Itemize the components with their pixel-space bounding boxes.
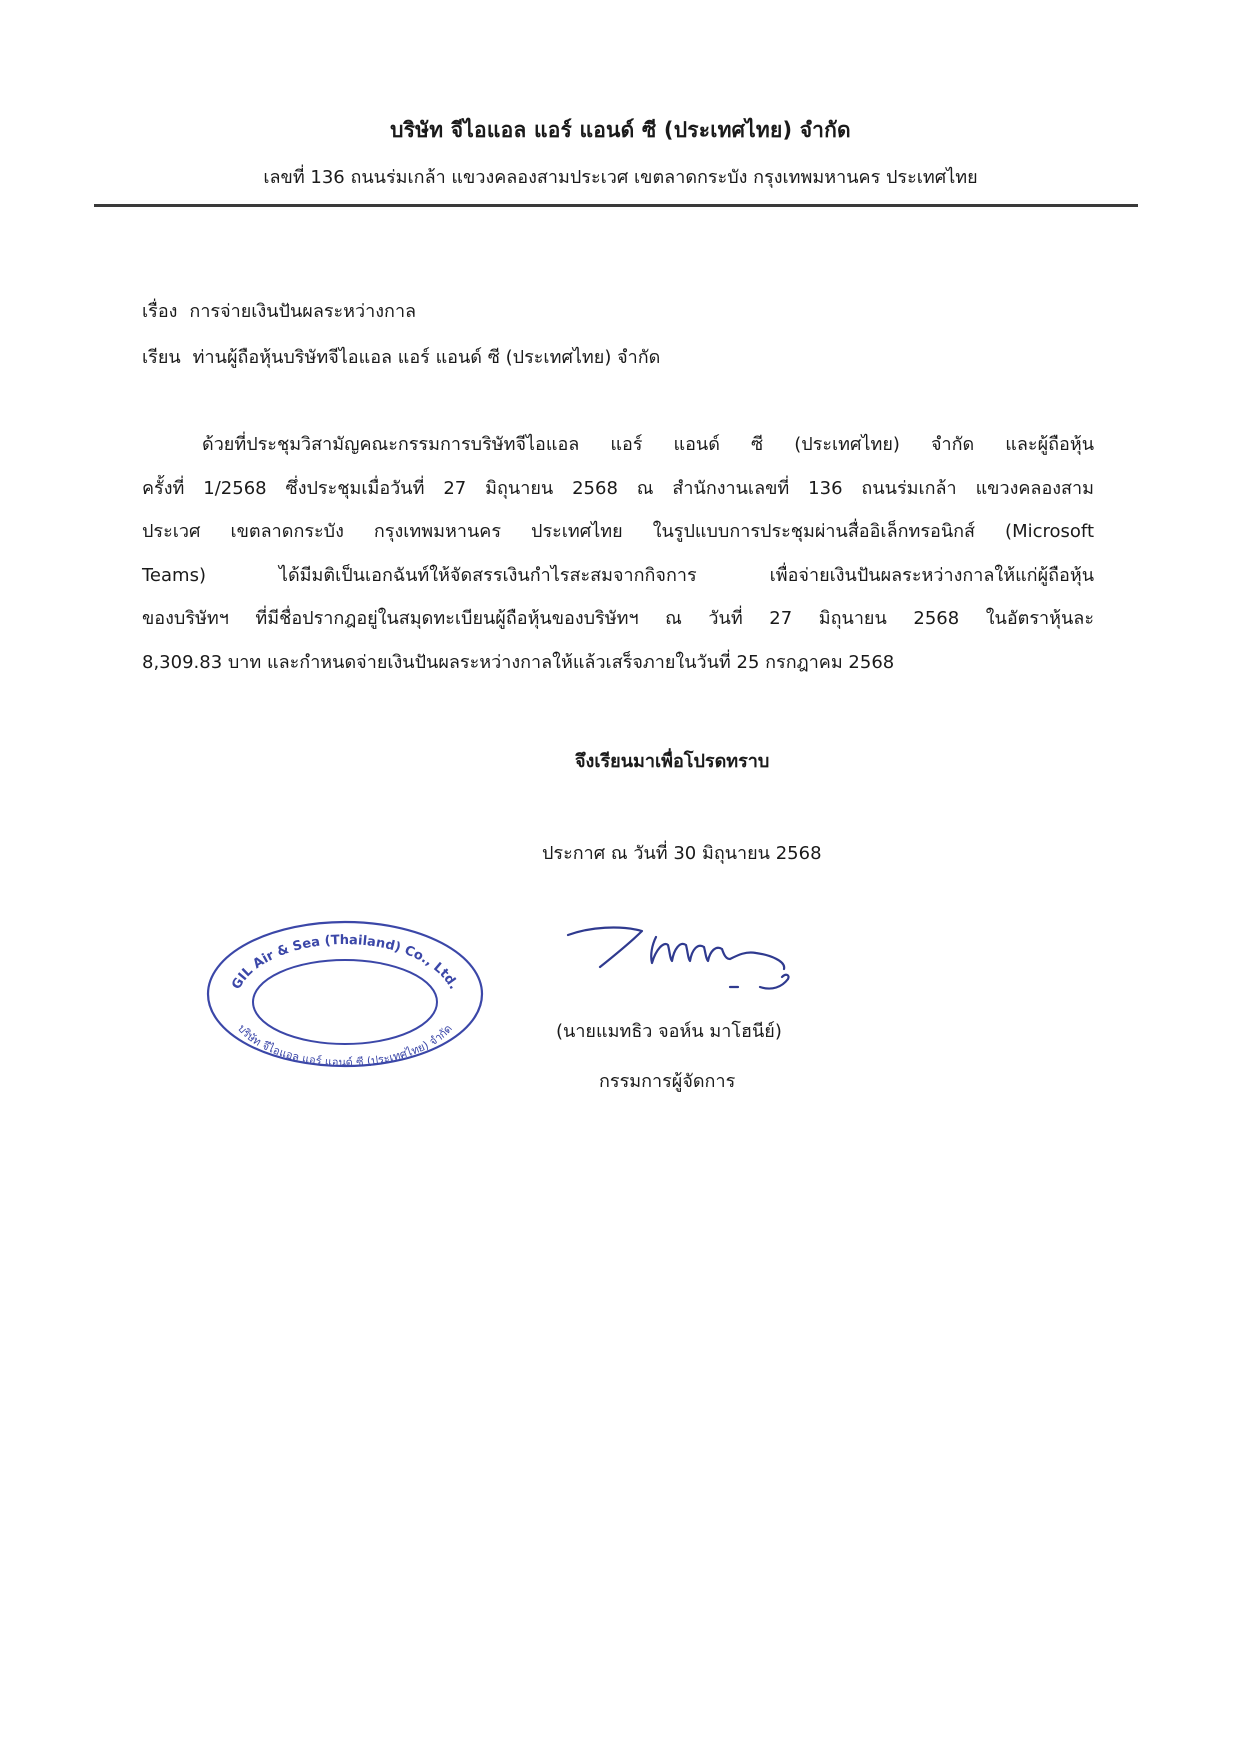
signature-strokes: [568, 928, 789, 989]
body-line: ของบริษัทฯ ที่มีชื่อปรากฎอยู่ในสมุดทะเบียนผู้ถือหุ้นของบริษัทฯ ณ วันที่ 27 มิถุนายน 2568 ในอัตราหุ้นละ: [142, 608, 1094, 629]
stamp-outer-text: GIL Air & Sea (Thailand) Co., Ltd.: [229, 932, 462, 993]
recipient-text: ท่านผู้ถือหุ้นบริษัทจีไอแอล แอร์ แอนด์ ซี (ประเทศไทย) จำกัด: [192, 347, 661, 368]
body-line: 8,309.83 บาท และกำหนดจ่ายเงินปันผลระหว่างกาลให้แล้วเสร็จภายในวันที่ 25 กรกฎาคม 2568: [142, 651, 895, 673]
signer-title: กรรมการผู้จัดการ: [599, 1071, 736, 1092]
subject-line: [142, 296, 416, 325]
stamp-inner-text: บริษัท จีไอแอล แอร์ แอนด์ ซี (ประเทศไทย) จำกัด: [235, 1022, 455, 1070]
announcement-date: ประกาศ ณ วันที่ 30 มิถุนายน 2568: [542, 843, 822, 864]
body-line: ประเวศ เขตลาดกระบัง กรุงเทพมหานคร ประเทศไทย ในรูปแบบการประชุมผ่านสื่ออิเล็กทรอนิกส์ (Microsoft: [142, 521, 1094, 542]
body-line: ด้วยที่ประชุมวิสามัญคณะกรรมการบริษัทจีไอแอล แอร์ แอนด์ ซี (ประเทศไทย) จำกัด และผู้ถือหุ้น: [202, 434, 1094, 455]
company-name: บริษัท จีไอแอล แอร์ แอนด์ ซี (ประเทศไทย) จำกัด: [390, 118, 851, 142]
company-address: เลขที่ 136 ถนนร่มเกล้า แขวงคลองสามประเวศ เขตลาดกระบัง กรุงเทพมหานคร ประเทศไทย: [263, 167, 978, 188]
header-divider: [94, 204, 1138, 207]
subject-text: การจ่ายเงินปันผลระหว่างกาล: [189, 301, 417, 322]
handwritten-signature: [560, 915, 820, 1015]
recipient-line: [142, 342, 660, 371]
subject-label: เรื่อง: [142, 301, 178, 322]
closing-line: จึงเรียนมาเพื่อโปรดทราบ: [575, 751, 770, 772]
signer-name: (นายแมทธิว จอห์น มาโฮนีย์): [556, 1021, 782, 1042]
body-line: ครั้งที่ 1/2568 ซึ่งประชุมเมื่อวันที่ 27 มิถุนายน 2568 ณ สำนักงานเลขที่ 136 ถนนร่มเกล้า แขวงคลองสาม: [142, 477, 1094, 499]
body-paragraph: [142, 432, 1094, 693]
recipient-label: เรียน: [142, 347, 181, 368]
body-line: Teams) ได้มีมติเป็นเอกฉันท์ให้จัดสรรเงินกำไรสะสมจากกิจการ เพื่อจ่ายเงินปันผลระหว่างกาลให้แก่ผู้ถือหุ้น: [142, 564, 1094, 586]
company-stamp: [204, 918, 486, 1070]
